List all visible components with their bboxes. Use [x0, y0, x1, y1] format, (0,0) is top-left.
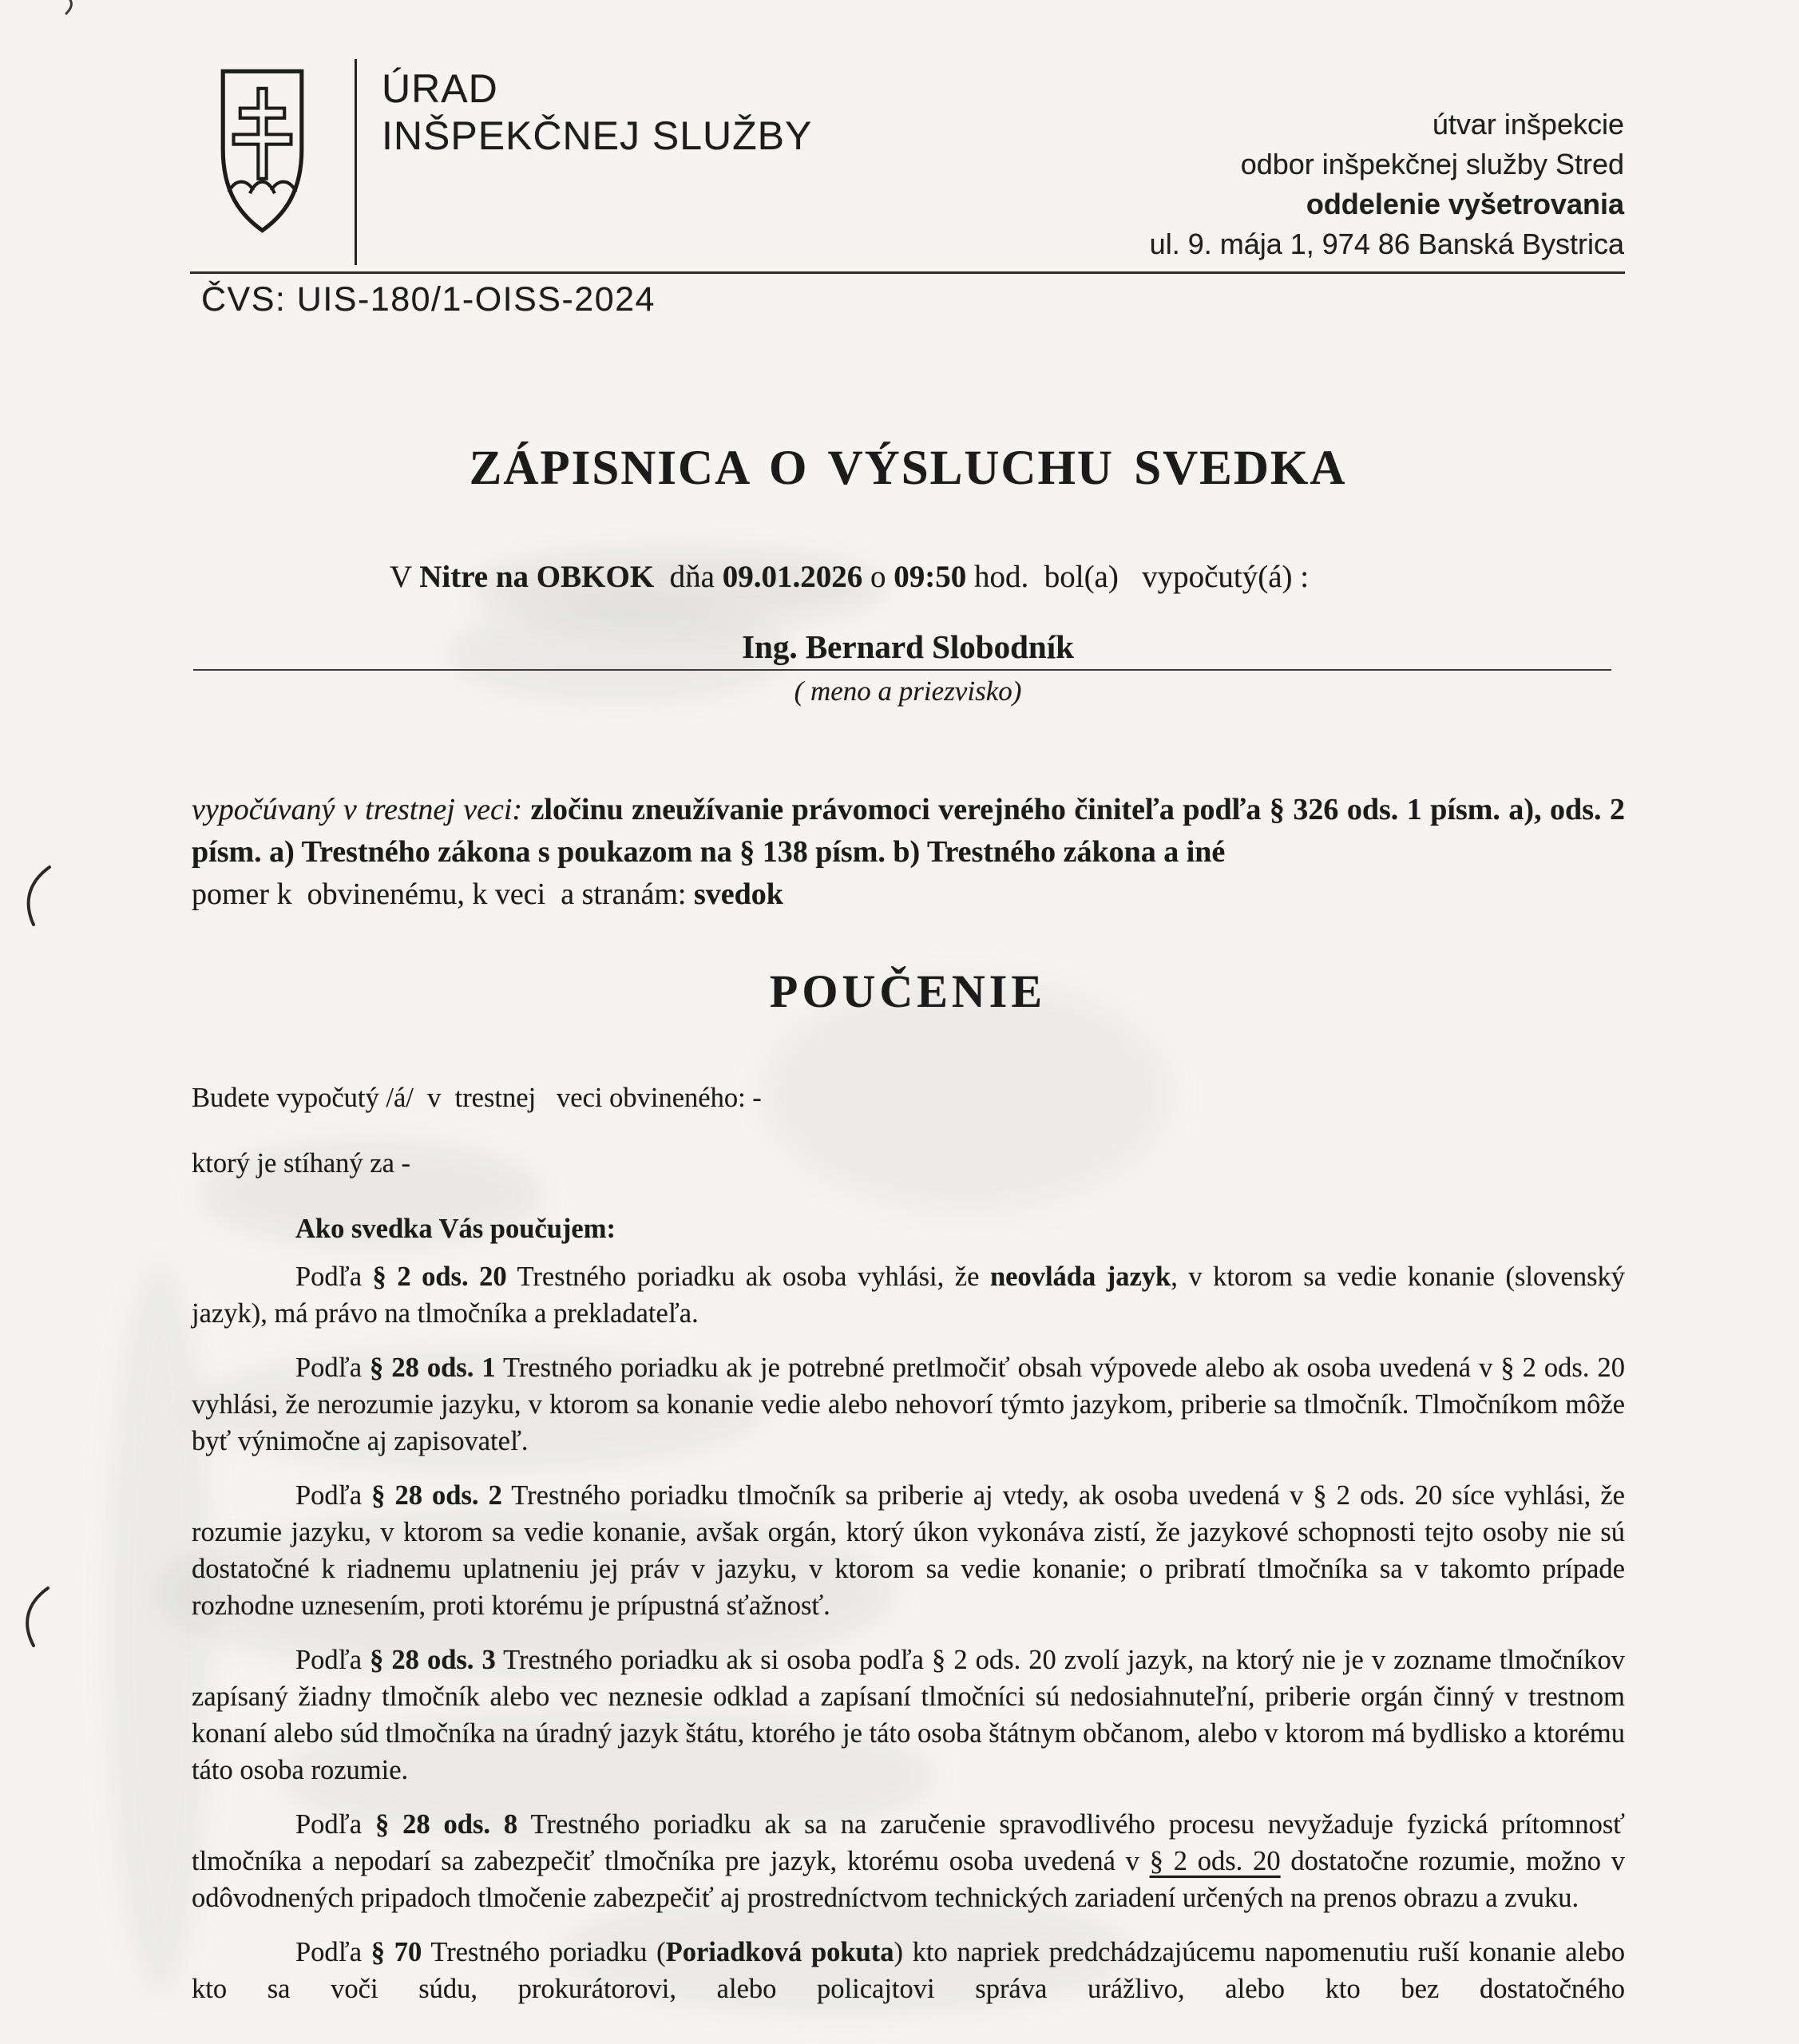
name-underline — [193, 669, 1611, 671]
name-caption: ( meno a priezvisko) — [794, 675, 1022, 707]
text-run: Podľa — [295, 1262, 373, 1292]
text-run: hod. bol(a) vypočutý(á) : — [966, 560, 1310, 594]
matter-label: vypočúvaný v trestnej veci: — [192, 793, 531, 826]
criminal-matter-paragraph — [192, 789, 1633, 916]
bold-emphasis: neovláda jazyk — [989, 1262, 1171, 1292]
office-unit-line: útvar inšpekcie — [1432, 108, 1624, 141]
header-rule — [190, 271, 1625, 274]
text-run: Podľa — [295, 1480, 372, 1511]
office-address-line: ul. 9. mája 1, 974 86 Banská Bystrica — [1149, 228, 1624, 260]
header-divider — [355, 59, 357, 265]
document-title: ZÁPISNICA O VÝSLUCHU SVEDKA — [469, 442, 1347, 495]
text-run: Podľa — [295, 1937, 371, 1967]
statute-paragraph-2-20 — [192, 1258, 1625, 1332]
text-run: dostatočne rozumie, možno v odôvodnených pripadoch tlmočenie zabezpečiť aj prostredníctvom technických zariadení určených na prenos obrazu a zvuku. — [192, 1846, 1626, 1913]
text-run: V — [390, 560, 420, 594]
office-department-line: odbor inšpekčnej služby Stred — [1240, 148, 1624, 180]
charge-text: zločinu zneužívanie právomoci verejného činiteľa podľa § 326 ods. 1 písm. a), ods. 2 písm. a) Trestného zákona s poukazom na § 138 písm. b) Trestného zákona a iné — [192, 793, 1633, 869]
stray-pen-mark-icon — [62, 0, 80, 18]
handwritten-paren-mark-icon — [18, 864, 54, 928]
witness-name: Ing. Bernard Slobodník — [742, 628, 1074, 665]
relation-value: svedok — [693, 877, 783, 911]
text-run: dňa — [654, 560, 723, 594]
statute-ref: § 28 ods. 8 — [374, 1809, 518, 1840]
text-run: , v ktorom sa vedie konanie (slovenský jazyk), má právo na tlmočníka a prekladateľa. — [192, 1262, 1626, 1329]
time-value: 09:50 — [894, 560, 967, 594]
instruction-line-1: Budete vypočutý /á/ v trestnej veci obvineného: - — [192, 1083, 762, 1113]
statute-ref: § 28 ods. 3 — [370, 1645, 496, 1675]
statute-ref: § 70 — [370, 1937, 422, 1967]
text-run: Trestného poriadku ak osoba vyhlási, že — [506, 1262, 990, 1292]
instruction-body — [192, 1079, 1625, 2025]
text-run: Podľa — [295, 1353, 370, 1383]
case-file-number: ČVS: UIS-180/1-OISS-2024 — [201, 280, 656, 319]
instruction-line-2: ktorý je stíhaný za - — [192, 1148, 410, 1178]
place-name: Nitre na OBKOK — [419, 560, 655, 594]
text-run: o — [862, 560, 894, 594]
text-run: Trestného poriadku ak sa na zaručenie spravodlivého procesu nevyžaduje fyzická prítomnosť tlmočníka a nepodarí sa zabezpečiť tlmočníka pre jazyk, ktorému osoba uvedená v — [192, 1809, 1625, 1876]
statute-paragraph-28-2 — [192, 1477, 1625, 1624]
statute-paragraph-28-1 — [192, 1349, 1625, 1460]
handwritten-paren-mark-icon — [16, 1585, 53, 1649]
text-run: Trestného poriadku ak je potrebné pretlmočiť obsah výpovede alebo ak osoba uvedená v § 2 ods. 20 vyhlási, že nerozumie jazyku, v ktorom sa konanie vedie alebo nehovorí týmto jazykom, priberie sa tlmočník. Tlmočníkom môže byť výnimočne aj zapisovateľ. — [192, 1353, 1625, 1456]
section-heading-poucenie: POUČENIE — [769, 965, 1047, 1017]
statute-ref: § 28 ods. 2 — [371, 1480, 502, 1511]
relation-label: pomer k obvinenému, k veci a stranám: — [192, 877, 694, 911]
text-run: Trestného poriadku ( — [422, 1937, 666, 1967]
statute-paragraph-70 — [192, 1934, 1625, 2007]
interrogation-intro-line — [390, 559, 1309, 595]
text-run: Podľa — [295, 1645, 370, 1675]
underlined-statute-ref: § 2 ods. 20 — [1149, 1846, 1281, 1876]
agency-name-line2: INŠPEKČNEJ SLUŽBY — [382, 113, 813, 158]
agency-name-line1: ÚRAD — [382, 66, 498, 111]
text-run: Trestného poriadku ak si osoba podľa § 2 ods. 20 zvolí jazyk, na ktorý nie je v zozname tlmočníkov zapísaný žiadny tlmočník alebo vec neznesie odklad a zapísaní tlmočníci sú nedosiahnuteľní, priberie orgán činný v trestnom konaní alebo súd tlmočníka na úradný jazyk štátu, ktorého je táto osoba štátnym občanom, alebo v ktorom má bydlisko a ktorému táto osoba rozumie. — [192, 1645, 1626, 1785]
text-run: Trestného poriadku tlmočník sa priberie aj vtedy, ak osoba uvedená v § 2 ods. 20 síce vyhlási, že rozumie jazyku, v ktorom sa vedie konanie, avšak orgán, ktorý úkon vykonáva zistí, že jazykové schopnosti tejto osoby nie sú dostatočné k riadnemu uplatneniu jej práv v jazyku, v ktorom sa vedie konanie; o pribratí tlmočníka sa v takomto prípade rozhodne uznesením, proti ktorému je prípustná sťažnosť. — [192, 1480, 1625, 1621]
instruction-line-3: Ako svedka Vás poučujem: — [295, 1214, 616, 1244]
office-section-line: oddelenie vyšetrovania — [1306, 188, 1624, 220]
statute-ref: § 28 ods. 1 — [370, 1353, 496, 1383]
issuing-office-block — [798, 105, 1624, 264]
agency-name — [382, 65, 812, 160]
slovak-coat-of-arms-icon — [217, 57, 307, 249]
statute-ref: § 2 ods. 20 — [372, 1262, 507, 1292]
text-run: Podľa — [295, 1809, 375, 1840]
date-value: 09.01.2026 — [722, 560, 863, 594]
statute-paragraph-28-3 — [192, 1642, 1625, 1788]
statute-paragraph-28-8 — [192, 1806, 1625, 1916]
bold-emphasis: Poriadková pokuta — [665, 1937, 894, 1967]
text-run: ) kto napriek predchádzajúcemu napomenutiu ruší konanie alebo kto sa voči súdu, prokurátorovi, alebo policajtovi správa urážlivo, alebo kto bez dostatočného — [192, 1937, 1625, 2004]
